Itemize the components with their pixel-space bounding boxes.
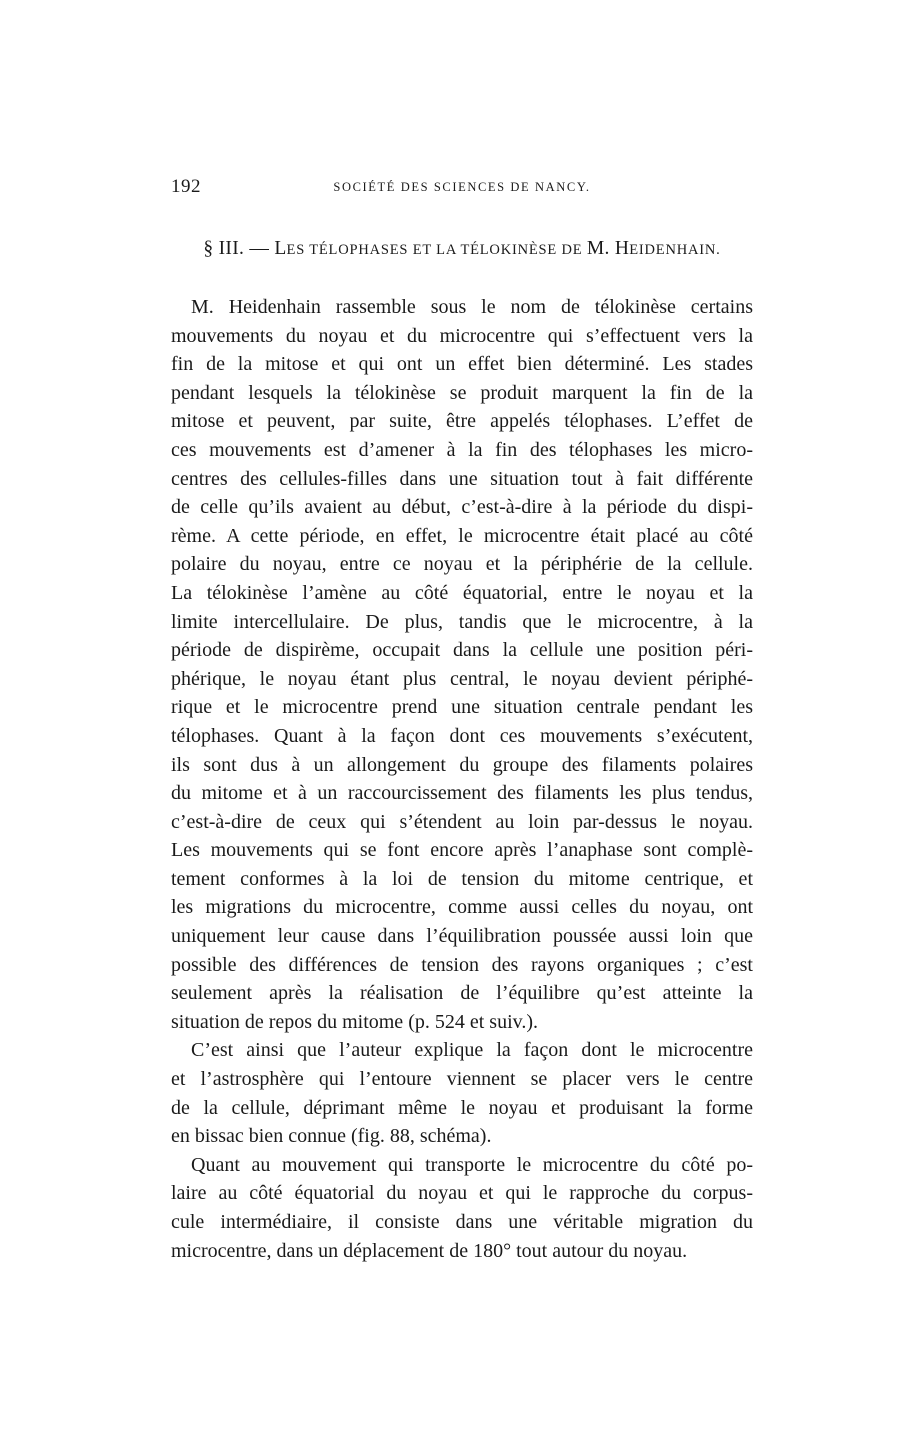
text-line: pendant lesquels la télokinèse se produit marquent la fin de la (171, 381, 753, 404)
page-number: 192 (171, 176, 201, 197)
text-line: Quant au mouvement qui transporte le microcentre du côté po- (191, 1153, 753, 1176)
text-line: phérique, le noyau étant plus central, le noyau devient périphé- (171, 667, 753, 690)
text-line: polaire du noyau, entre ce noyau et la périphérie de la cellule. (171, 553, 753, 576)
text-line: du mitome et à un raccourcissement des filaments les plus tendus, (171, 782, 753, 805)
text-line: La télokinèse l’amène au côté équatorial, entre le noyau et la (171, 581, 753, 604)
text-line: en bissac bien connue (fig. 88, schéma). (171, 1125, 492, 1148)
text-line: microcentre, dans un déplacement de 180° tout autour du noyau. (171, 1239, 688, 1262)
text-line: limite intercellulaire. De plus, tandis que le microcentre, à la (171, 610, 753, 633)
text-line: situation de repos du mitome (p. 524 et suiv.). (171, 1010, 538, 1033)
paragraph (171, 293, 753, 1036)
section-title-author-smallcaps: EIDENHAIN. (629, 242, 721, 258)
text-line: mitose et peuvent, par suite, être appelés télophases. L’effet de (171, 410, 753, 433)
body-text (171, 293, 753, 1265)
text-line: rique et le microcentre prend une situation centrale pendant les (171, 696, 753, 719)
section-title-author-cap: H (614, 238, 630, 259)
text-line: M. Heidenhain rassemble sous le nom de télokinèse certains (191, 296, 753, 318)
text-line: télophases. Quant à la façon dont ces mouvements s’exécutent, (171, 724, 753, 747)
text-line: période de dispirème, occupait dans la cellule une position péri- (171, 639, 753, 662)
text-line: centres des cellules-filles dans une situation tout à fait différente (171, 467, 753, 490)
page-header (171, 176, 753, 200)
text-line: fin de la mitose et qui ont un effet bien déterminé. Les stades (171, 353, 753, 376)
paragraph (171, 1036, 753, 1150)
section-title-smallcaps: ES TÉLOPHASES ET LA TÉLOKINÈSE DE (286, 242, 587, 258)
paragraph (171, 1151, 753, 1265)
text-line: de celle qu’ils avaient au début, c’est-à-dire à la période du dispi- (171, 496, 753, 519)
text-line: cule intermédiaire, il consiste dans une véritable migration du (171, 1211, 753, 1233)
text-line: laire au côté équatorial du noyau et qui le rapproche du corpus- (171, 1182, 753, 1205)
section-number: § III. — (203, 238, 275, 259)
section-title-initial: L (274, 238, 287, 259)
text-line: uniquement leur cause dans l’équilibration poussée aussi loin que (171, 925, 753, 948)
text-line: mouvements du noyau et du microcentre qui s’effectuent vers la (171, 324, 753, 347)
text-line: de la cellule, déprimant même le noyau et produisant la forme (171, 1096, 753, 1119)
running-head: SOCIÉTÉ DES SCIENCES DE NANCY. (333, 180, 591, 194)
text-line: ces mouvements est d’amener à la fin des télophases les micro- (171, 438, 753, 461)
text-line: C’est ainsi que l’auteur explique la façon dont le microcentre (191, 1039, 753, 1062)
text-line: tement conformes à la loi de tension du mitome centrique, et (171, 867, 753, 890)
text-line: les migrations du microcentre, comme aussi celles du noyau, ont (171, 896, 753, 919)
text-line: rème. A cette période, en effet, le microcentre était placé au côté (171, 524, 753, 547)
text-line: Les mouvements qui se font encore après l’anaphase sont complè- (171, 839, 753, 862)
text-line: c’est-à-dire de ceux qui s’étendent au loin par-dessus le noyau. (171, 810, 753, 833)
text-line: et l’astrosphère qui l’entoure viennent se placer vers le centre (171, 1068, 753, 1091)
text-line: ils sont dus à un allongement du groupe des filaments polaires (171, 753, 753, 776)
section-title-author-initial: M. (586, 238, 615, 259)
section-title (171, 238, 753, 260)
text-line: possible des différences de tension des rayons organiques ; c’est (171, 953, 753, 976)
text-line: seulement après la réalisation de l’équilibre qu’est atteinte la (171, 982, 753, 1005)
